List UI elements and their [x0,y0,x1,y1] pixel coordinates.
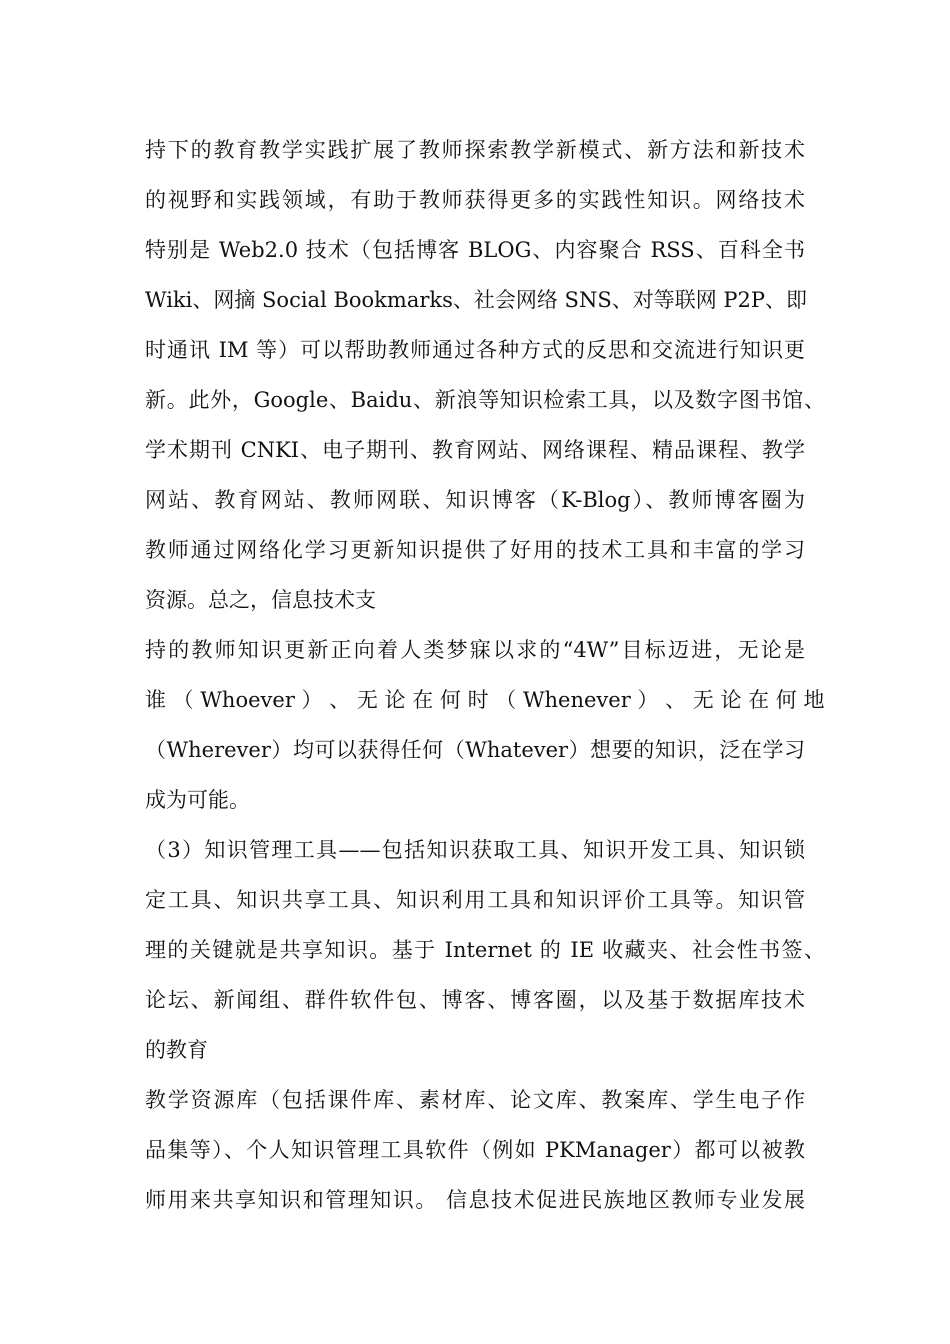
text-line-21: 品集等）、个人知识管理工具软件（例如 PKManager）都可以被教 [145,1138,805,1162]
text-line-10: 资源。总之，信息技术支 [145,588,376,612]
text-line-20: 教学资源库（包括课件库、素材库、论文库、教案库、学生电子作 [145,1088,805,1112]
text-line-9: 教师通过网络化学习更新知识提供了好用的技术工具和丰富的学习 [145,538,805,562]
text-line-13: （Wherever）均可以获得任何（Whatever）想要的知识，泛在学习 [145,738,805,762]
text-line-19: 的教育 [145,1038,208,1062]
text-line-4: Wiki、网摘 Social Bookmarks、社会网络 SNS、对等联网 P2P、即 [145,288,808,312]
text-line-3: 特别是 Web2.0 技术（包括博客 BLOG、内容聚合 RSS、百科全书 [145,238,805,262]
text-line-12: 谁 （ Whoever ） 、 无 论 在 何 时 （ Whenever ） 、 无 论 在 何 地 [145,688,825,712]
text-line-6: 新。此外，Google、Baidu、新浪等知识检索工具，以及数字图书馆、 [145,388,825,412]
text-line-17: 理的关键就是共享知识。基于 Internet 的 IE 收藏夹、社会性书签、 [145,938,825,962]
text-line-5: 时通讯 IM 等）可以帮助教师通过各种方式的反思和交流进行知识更 [145,338,805,362]
text-line-11: 持的教师知识更新正向着人类梦寐以求的“4W”目标迈进，无论是 [145,638,805,662]
text-line-18: 论坛、新闻组、群件软件包、博客、博客圈，以及基于数据库技术 [145,988,805,1012]
text-line-8: 网站、教育网站、教师网联、知识博客（K-Blog）、教师博客圈为 [145,488,805,512]
text-line-16: 定工具、知识共享工具、知识利用工具和知识评价工具等。知识管 [145,888,805,912]
text-line-7: 学术期刊 CNKI、电子期刊、教育网站、网络课程、精品课程、教学 [145,438,805,462]
text-line-2: 的视野和实践领域，有助于教师获得更多的实践性知识。网络技术 [145,188,805,212]
text-line-14: 成为可能。 [145,788,250,812]
text-line-1: 持下的教育教学实践扩展了教师探索教学新模式、新方法和新技术 [145,138,805,162]
text-line-22: 师用来共享知识和管理知识。 信息技术促进民族地区教师专业发展 [145,1188,805,1212]
text-line-15: （3）知识管理工具——包括知识获取工具、知识开发工具、知识锁 [145,838,805,862]
